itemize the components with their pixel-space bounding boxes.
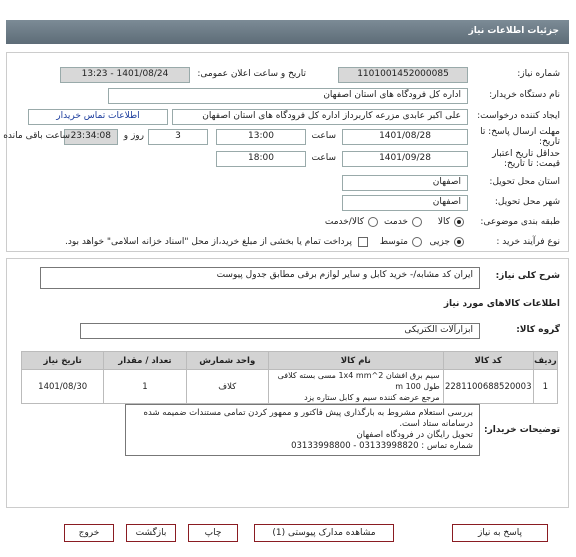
- province-label: استان محل تحویل:: [489, 177, 560, 187]
- creator-label: ایجاد کننده درخواست:: [477, 111, 560, 121]
- process-label: نوع فرآیند خرید :: [496, 237, 560, 247]
- announce-label: تاریخ و ساعت اعلان عمومی:: [197, 69, 306, 79]
- cell-name-line2: مرجع عرضه کننده سیم و کابل ستاره یزد: [304, 393, 440, 402]
- goods-group-label: گروه کالا:: [516, 325, 560, 335]
- goods-table-header: [22, 352, 558, 370]
- remaining-time-field: 23:34:08: [64, 129, 118, 145]
- category-option-goods: کالا: [437, 217, 450, 227]
- cell-row: 1: [533, 370, 557, 404]
- category-radio-goods[interactable]: [454, 217, 464, 227]
- province-field: اصفهان: [342, 175, 468, 191]
- payment-note: پرداخت تمام یا بخشی از مبلغ خرید،از محل "اسناد خزانه اسلامی" خواهد بود.: [64, 237, 352, 247]
- buyer-notes-line3: تحویل رایگان در فرودگاه اصفهان: [356, 430, 473, 440]
- buyer-notes-line2: درسامانه ستاد است.: [399, 419, 473, 429]
- days-field: 3: [148, 129, 208, 145]
- buyer-notes-line1: بررسی استعلام مشروط به بارگذاری پیش فاکتور و ممهور کردن تمامی مستندات ضمیمه شده: [143, 408, 473, 418]
- cell-name-line1: سیم برق افشان 2^1x4 mm مسی بسته کلافی طول 100 m: [277, 371, 440, 391]
- need-details-panel: [3, 52, 569, 252]
- cell-qty: 1: [104, 370, 186, 404]
- validity-label: حداقل تاریخ اعتبار قیمت: تا تاریخ:: [492, 149, 560, 169]
- cell-code: 2281100688520003: [443, 370, 533, 404]
- process-radio-medium[interactable]: [412, 237, 422, 247]
- treasury-checkbox[interactable]: [358, 237, 368, 247]
- days-label: روز و: [123, 131, 144, 141]
- need-number-label: شماره نیاز:: [517, 69, 560, 79]
- cell-unit: کلاف: [186, 370, 268, 404]
- validity-time-label: ساعت: [311, 153, 336, 163]
- print-button[interactable]: چاپ: [188, 524, 238, 542]
- col-date: تاریخ نیاز: [22, 352, 104, 370]
- city-label: شهر محل تحویل:: [494, 197, 560, 207]
- page-title: جزئیات اطلاعات نیاز: [468, 26, 559, 36]
- city-field: اصفهان: [342, 195, 468, 211]
- buyer-org-field: اداره کل فرودگاه های استان اصفهان: [108, 88, 468, 104]
- summary-label: شرح کلی نیاز:: [495, 271, 560, 281]
- table-row[interactable]: [22, 370, 558, 404]
- goods-table: [21, 351, 558, 404]
- validity-date-field: 1401/09/28: [342, 151, 468, 167]
- exit-button[interactable]: خروج: [64, 524, 114, 542]
- process-option-minor: جزیی: [429, 237, 450, 247]
- deadline-time-label: ساعت: [311, 131, 336, 141]
- col-name: نام کالا: [268, 352, 443, 370]
- remaining-label: ساعت باقی مانده: [3, 131, 70, 141]
- col-unit: واحد شمارش: [186, 352, 268, 370]
- process-option-medium: متوسط: [379, 237, 408, 247]
- cell-date: 1401/08/30: [22, 370, 104, 404]
- deadline-label: مهلت ارسال پاسخ: تا تاریخ:: [480, 127, 560, 147]
- category-radio-both[interactable]: [368, 217, 378, 227]
- buyer-notes-label: توضیحات خریدار:: [484, 425, 560, 435]
- contact-buyer-link[interactable]: [28, 109, 168, 125]
- category-label: طبقه بندی موضوعی:: [480, 217, 560, 227]
- summary-field: ایران کد مشابه/- خرید کابل و سایر لوازم برقی مطابق جدول پیوست: [40, 267, 480, 289]
- contact-buyer-link-text: اطلاعات تماس خریدار: [56, 111, 140, 121]
- col-qty: تعداد / مقدار: [104, 352, 186, 370]
- validity-time-field: 18:00: [216, 151, 306, 167]
- goods-panel: [6, 258, 569, 508]
- process-radio-minor[interactable]: [454, 237, 464, 247]
- goods-group-field: ابزارآلات الکتریکی: [80, 323, 480, 339]
- view-docs-button[interactable]: مشاهده مدارک پیوستی (1): [254, 524, 394, 542]
- back-button[interactable]: بازگشت: [126, 524, 176, 542]
- cell-name: [268, 370, 443, 404]
- buyer-notes-line4: شماره تماس : 03133998820 - 03133998800: [291, 441, 473, 451]
- buyer-notes-box: [125, 404, 480, 456]
- col-row: ردیف: [533, 352, 557, 370]
- deadline-time-field: 13:00: [216, 129, 306, 145]
- creator-field: علی اکبر عابدی مزرعه کاربرداز اداره کل فرودگاه های استان اصفهان: [172, 109, 468, 125]
- goods-section-title: اطلاعات کالاهای مورد نیاز: [443, 299, 560, 309]
- page-header: [6, 20, 569, 44]
- category-option-service: خدمت: [384, 217, 408, 227]
- category-option-both: کالا/خدمت: [324, 217, 364, 227]
- col-code: کد کالا: [443, 352, 533, 370]
- category-radio-service[interactable]: [412, 217, 422, 227]
- need-number-field: 1101001452000085: [338, 67, 468, 83]
- reply-button[interactable]: پاسخ به نیاز: [452, 524, 548, 542]
- deadline-date-field: 1401/08/28: [342, 129, 468, 145]
- announce-field: 1401/08/24 - 13:23: [60, 67, 190, 83]
- buyer-org-label: نام دستگاه خریدار:: [489, 90, 560, 100]
